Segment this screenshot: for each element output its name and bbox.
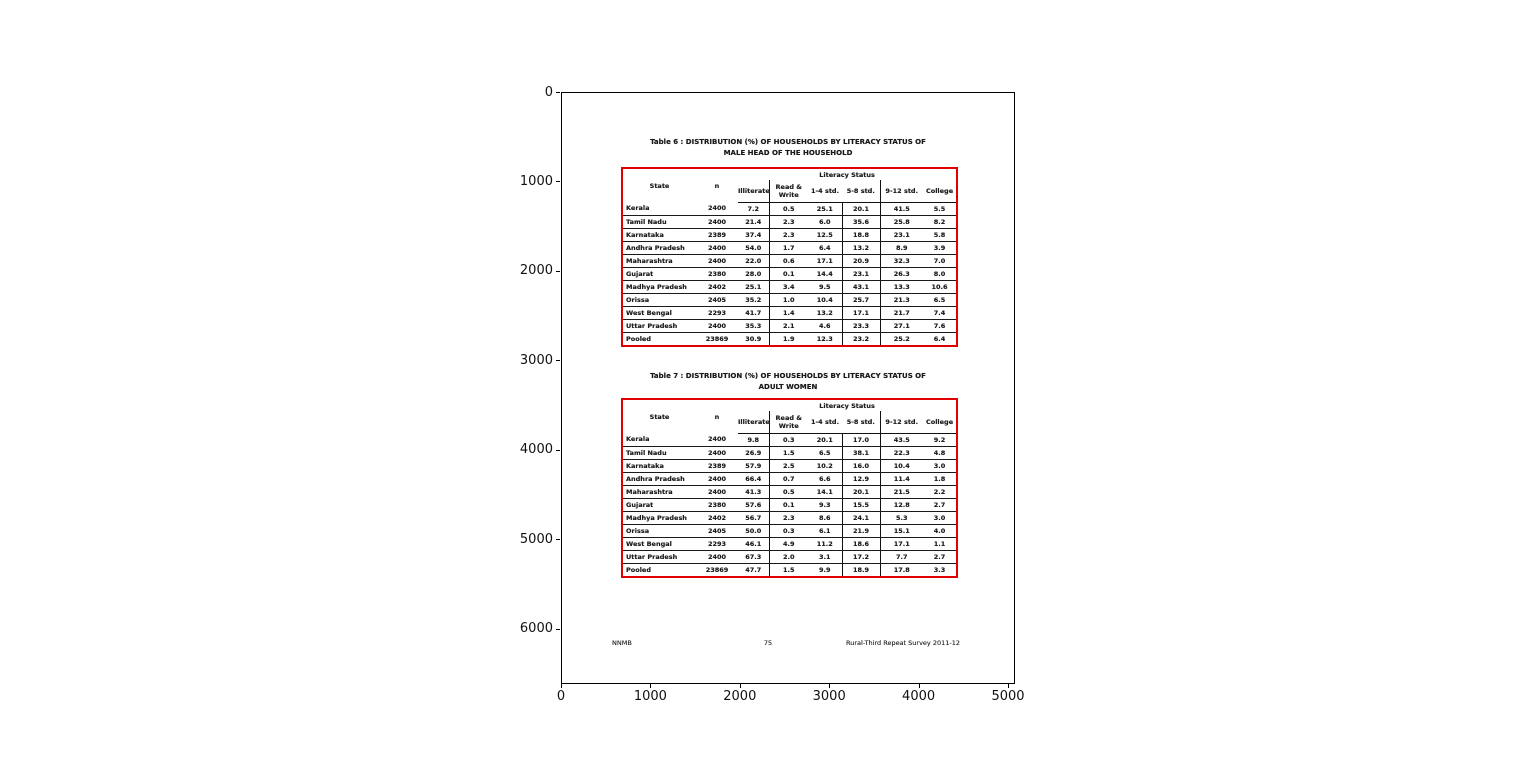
- value-cell: 2380: [696, 498, 738, 511]
- y-tick-label: 1000: [519, 173, 553, 189]
- value-cell: 17.8: [880, 563, 923, 577]
- x-tick-label: 1000: [633, 689, 667, 704]
- value-cell: 8.0: [923, 267, 957, 280]
- table-6-title-line2: MALE HEAD OF THE HOUSEHOLD: [723, 149, 853, 157]
- value-cell: 21.3: [880, 293, 923, 306]
- col-header-9-12-std: 9-12 std.: [880, 411, 923, 433]
- value-cell: 66.4: [738, 472, 769, 485]
- col-header-1-4-std: 1-4 std.: [808, 411, 842, 433]
- value-cell: 23.1: [842, 267, 880, 280]
- table-row: [622, 550, 957, 563]
- table-row: [622, 524, 957, 537]
- value-cell: 2400: [696, 446, 738, 459]
- col-header-n: n: [714, 181, 720, 190]
- value-cell: 54.0: [738, 241, 769, 254]
- value-cell: 15.5: [842, 498, 880, 511]
- table-row: [622, 202, 957, 215]
- value-cell: 4.6: [808, 319, 842, 332]
- value-cell: 20.1: [842, 202, 880, 215]
- table-row: [622, 498, 957, 511]
- value-cell: 2.1: [769, 319, 808, 332]
- value-cell: 2402: [696, 280, 738, 293]
- state-cell: Uttar Pradesh: [622, 319, 696, 332]
- value-cell: 2293: [696, 306, 738, 319]
- value-cell: 2400: [696, 550, 738, 563]
- value-cell: 35.2: [738, 293, 769, 306]
- value-cell: 0.6: [769, 254, 808, 267]
- y-tick-mark: [556, 181, 560, 182]
- x-tick-mark: [561, 684, 562, 688]
- state-cell: Kerala: [622, 202, 696, 215]
- value-cell: 17.1: [880, 537, 923, 550]
- value-cell: 23.2: [842, 332, 880, 346]
- value-cell: 1.0: [769, 293, 808, 306]
- value-cell: 22.3: [880, 446, 923, 459]
- value-cell: 9.5: [808, 280, 842, 293]
- state-cell: Orissa: [622, 293, 696, 306]
- value-cell: 35.6: [842, 215, 880, 228]
- state-cell: Gujarat: [622, 267, 696, 280]
- value-cell: 46.1: [738, 537, 769, 550]
- x-tick-mark: [919, 684, 920, 688]
- table-6-title-line1: Table 6 : DISTRIBUTION (%) OF HOUSEHOLDS BY LITERACY STATUS OF: [650, 138, 926, 146]
- value-cell: 16.0: [842, 459, 880, 472]
- value-cell: 9.8: [738, 433, 769, 446]
- state-cell: Maharashtra: [622, 254, 696, 267]
- x-tick-mark: [740, 684, 741, 688]
- value-cell: 6.4: [923, 332, 957, 346]
- value-cell: 8.9: [880, 241, 923, 254]
- value-cell: 2400: [696, 485, 738, 498]
- value-cell: 10.6: [923, 280, 957, 293]
- value-cell: 37.4: [738, 228, 769, 241]
- value-cell: 2400: [696, 433, 738, 446]
- value-cell: 13.2: [808, 306, 842, 319]
- value-cell: 2.3: [769, 511, 808, 524]
- value-cell: 21.9: [842, 524, 880, 537]
- value-cell: 15.1: [880, 524, 923, 537]
- value-cell: 8.2: [923, 215, 957, 228]
- group-header-literacy-status: Literacy Status: [819, 170, 875, 179]
- x-tick-mark: [1008, 684, 1009, 688]
- value-cell: 10.4: [880, 459, 923, 472]
- state-cell: Tamil Nadu: [622, 215, 696, 228]
- value-cell: 20.1: [842, 485, 880, 498]
- value-cell: 6.5: [808, 446, 842, 459]
- value-cell: 41.3: [738, 485, 769, 498]
- x-tick-mark: [829, 684, 830, 688]
- value-cell: 43.5: [880, 433, 923, 446]
- value-cell: 67.3: [738, 550, 769, 563]
- value-cell: 25.8: [880, 215, 923, 228]
- value-cell: 2405: [696, 293, 738, 306]
- y-tick-label: 5000: [519, 531, 553, 547]
- col-header-5-8-std: 5-8 std.: [842, 180, 880, 202]
- value-cell: 35.3: [738, 319, 769, 332]
- value-cell: 50.0: [738, 524, 769, 537]
- value-cell: 7.7: [880, 550, 923, 563]
- state-cell: Andhra Pradesh: [622, 241, 696, 254]
- value-cell: 1.9: [769, 332, 808, 346]
- col-header-1-4-std: 1-4 std.: [808, 180, 842, 202]
- col-header-college: College: [923, 180, 957, 202]
- value-cell: 3.0: [923, 511, 957, 524]
- pooled-row: [622, 332, 957, 346]
- state-cell: Andhra Pradesh: [622, 472, 696, 485]
- table-row: [622, 446, 957, 459]
- value-cell: 7.6: [923, 319, 957, 332]
- value-cell: 47.7: [738, 563, 769, 577]
- state-cell: Uttar Pradesh: [622, 550, 696, 563]
- y-tick-label: 2000: [519, 263, 553, 279]
- value-cell: 26.3: [880, 267, 923, 280]
- value-cell: 9.2: [923, 433, 957, 446]
- value-cell: 1.4: [769, 306, 808, 319]
- value-cell: 0.1: [769, 498, 808, 511]
- state-cell: Karnataka: [622, 459, 696, 472]
- value-cell: 5.8: [923, 228, 957, 241]
- value-cell: 18.6: [842, 537, 880, 550]
- table-row: [622, 306, 957, 319]
- table-7: [621, 398, 958, 578]
- value-cell: 13.3: [880, 280, 923, 293]
- value-cell: 1.7: [769, 241, 808, 254]
- value-cell: 2400: [696, 319, 738, 332]
- value-cell: 6.0: [808, 215, 842, 228]
- table-row: [622, 215, 957, 228]
- table-row: [622, 485, 957, 498]
- state-cell: Pooled: [622, 563, 696, 577]
- y-tick-mark: [556, 629, 560, 630]
- value-cell: 41.7: [738, 306, 769, 319]
- value-cell: 0.1: [769, 267, 808, 280]
- value-cell: 2380: [696, 267, 738, 280]
- y-tick-mark: [556, 450, 560, 451]
- state-cell: West Bengal: [622, 537, 696, 550]
- col-header-state: State: [649, 412, 670, 421]
- value-cell: 56.7: [738, 511, 769, 524]
- value-cell: 23869: [696, 563, 738, 577]
- x-tick-label: 0: [556, 689, 566, 704]
- value-cell: 11.4: [880, 472, 923, 485]
- table-7-title: [608, 371, 968, 393]
- state-cell: Karnataka: [622, 228, 696, 241]
- value-cell: 11.2: [808, 537, 842, 550]
- y-tick-mark: [556, 271, 560, 272]
- table-row: [622, 267, 957, 280]
- value-cell: 27.1: [880, 319, 923, 332]
- value-cell: 2.0: [769, 550, 808, 563]
- value-cell: 12.5: [808, 228, 842, 241]
- col-header-read-write: Read & Write: [769, 180, 808, 202]
- value-cell: 7.2: [738, 202, 769, 215]
- state-cell: Pooled: [622, 332, 696, 346]
- value-cell: 0.5: [769, 202, 808, 215]
- value-cell: 25.1: [738, 280, 769, 293]
- table-row: [622, 280, 957, 293]
- value-cell: 6.4: [808, 241, 842, 254]
- value-cell: 1.8: [923, 472, 957, 485]
- table-row: [622, 433, 957, 446]
- value-cell: 12.9: [842, 472, 880, 485]
- value-cell: 20.1: [808, 433, 842, 446]
- value-cell: 0.3: [769, 433, 808, 446]
- x-tick-label: 2000: [723, 689, 757, 704]
- value-cell: 41.5: [880, 202, 923, 215]
- value-cell: 9.9: [808, 563, 842, 577]
- value-cell: 23.1: [880, 228, 923, 241]
- value-cell: 17.2: [842, 550, 880, 563]
- value-cell: 3.1: [808, 550, 842, 563]
- value-cell: 2.7: [923, 498, 957, 511]
- col-header-5-8-std: 5-8 std.: [842, 411, 880, 433]
- y-tick-label: 0: [544, 84, 553, 100]
- value-cell: 4.8: [923, 446, 957, 459]
- y-tick-mark: [556, 539, 560, 540]
- y-tick-label: 3000: [519, 352, 553, 368]
- value-cell: 30.9: [738, 332, 769, 346]
- value-cell: 3.0: [923, 459, 957, 472]
- value-cell: 6.6: [808, 472, 842, 485]
- value-cell: 2400: [696, 215, 738, 228]
- col-header-9-12-std: 9-12 std.: [880, 180, 923, 202]
- value-cell: 9.3: [808, 498, 842, 511]
- value-cell: 26.9: [738, 446, 769, 459]
- table-7-title-line2: ADULT WOMEN: [758, 383, 818, 391]
- value-cell: 57.6: [738, 498, 769, 511]
- value-cell: 1.5: [769, 563, 808, 577]
- value-cell: 7.4: [923, 306, 957, 319]
- value-cell: 2400: [696, 241, 738, 254]
- table-row: [622, 293, 957, 306]
- value-cell: 2402: [696, 511, 738, 524]
- table-row: [622, 254, 957, 267]
- state-cell: Madhya Pradesh: [622, 511, 696, 524]
- value-cell: 4.9: [769, 537, 808, 550]
- value-cell: 20.9: [842, 254, 880, 267]
- value-cell: 12.8: [880, 498, 923, 511]
- value-cell: 24.1: [842, 511, 880, 524]
- x-tick-label: 4000: [902, 689, 936, 704]
- value-cell: 2400: [696, 472, 738, 485]
- table-row: [622, 228, 957, 241]
- x-tick-label: 5000: [991, 689, 1025, 704]
- value-cell: 25.2: [880, 332, 923, 346]
- value-cell: 3.9: [923, 241, 957, 254]
- value-cell: 17.0: [842, 433, 880, 446]
- col-header-read-write: Read & Write: [769, 411, 808, 433]
- value-cell: 13.2: [842, 241, 880, 254]
- y-tick-mark: [556, 92, 560, 93]
- state-cell: Gujarat: [622, 498, 696, 511]
- y-tick-mark: [556, 360, 560, 361]
- col-header-illiterate: Illiterate: [738, 180, 769, 202]
- value-cell: 5.5: [923, 202, 957, 215]
- value-cell: 6.1: [808, 524, 842, 537]
- footer-report-name: NNMB: [612, 639, 632, 647]
- value-cell: 2293: [696, 537, 738, 550]
- pooled-row: [622, 563, 957, 577]
- table-row: [622, 319, 957, 332]
- value-cell: 32.3: [880, 254, 923, 267]
- col-header-illiterate: Illiterate: [738, 411, 769, 433]
- value-cell: 6.5: [923, 293, 957, 306]
- value-cell: 0.3: [769, 524, 808, 537]
- col-header-college: College: [923, 411, 957, 433]
- value-cell: 12.3: [808, 332, 842, 346]
- state-cell: Tamil Nadu: [622, 446, 696, 459]
- value-cell: 1.5: [769, 446, 808, 459]
- table-7-title-line1: Table 7 : DISTRIBUTION (%) OF HOUSEHOLDS BY LITERACY STATUS OF: [650, 372, 926, 380]
- value-cell: 23869: [696, 332, 738, 346]
- value-cell: 0.7: [769, 472, 808, 485]
- value-cell: 2389: [696, 228, 738, 241]
- group-header-literacy-status: Literacy Status: [819, 401, 875, 410]
- value-cell: 2389: [696, 459, 738, 472]
- col-header-n: n: [714, 412, 720, 421]
- footer-page-number: 75: [763, 639, 773, 647]
- value-cell: 57.9: [738, 459, 769, 472]
- value-cell: 5.3: [880, 511, 923, 524]
- value-cell: 8.6: [808, 511, 842, 524]
- value-cell: 0.5: [769, 485, 808, 498]
- value-cell: 23.3: [842, 319, 880, 332]
- state-cell: Madhya Pradesh: [622, 280, 696, 293]
- state-cell: Maharashtra: [622, 485, 696, 498]
- value-cell: 21.4: [738, 215, 769, 228]
- value-cell: 2.5: [769, 459, 808, 472]
- value-cell: 17.1: [808, 254, 842, 267]
- value-cell: 17.1: [842, 306, 880, 319]
- value-cell: 2.3: [769, 228, 808, 241]
- table-row: [622, 472, 957, 485]
- value-cell: 2.3: [769, 215, 808, 228]
- value-cell: 2400: [696, 202, 738, 215]
- state-cell: Kerala: [622, 433, 696, 446]
- value-cell: 4.0: [923, 524, 957, 537]
- value-cell: 18.8: [842, 228, 880, 241]
- table-row: [622, 537, 957, 550]
- value-cell: 28.0: [738, 267, 769, 280]
- value-cell: 10.2: [808, 459, 842, 472]
- footer-survey-name: Rural-Third Repeat Survey 2011-12: [846, 639, 960, 647]
- value-cell: 18.9: [842, 563, 880, 577]
- value-cell: 21.5: [880, 485, 923, 498]
- value-cell: 38.1: [842, 446, 880, 459]
- y-tick-label: 6000: [519, 621, 553, 637]
- value-cell: 2405: [696, 524, 738, 537]
- value-cell: 14.4: [808, 267, 842, 280]
- value-cell: 1.1: [923, 537, 957, 550]
- table-6-title: [608, 137, 968, 159]
- table-row: [622, 241, 957, 254]
- value-cell: 10.4: [808, 293, 842, 306]
- y-tick-label: 4000: [519, 442, 553, 458]
- value-cell: 2.7: [923, 550, 957, 563]
- table-row: [622, 459, 957, 472]
- x-tick-mark: [650, 684, 651, 688]
- x-tick-label: 3000: [812, 689, 846, 704]
- value-cell: 3.3: [923, 563, 957, 577]
- col-header-state: State: [649, 181, 670, 190]
- value-cell: 2.2: [923, 485, 957, 498]
- value-cell: 25.7: [842, 293, 880, 306]
- table-row: [622, 511, 957, 524]
- state-cell: Orissa: [622, 524, 696, 537]
- value-cell: 25.1: [808, 202, 842, 215]
- state-cell: West Bengal: [622, 306, 696, 319]
- value-cell: 14.1: [808, 485, 842, 498]
- value-cell: 7.0: [923, 254, 957, 267]
- value-cell: 43.1: [842, 280, 880, 293]
- value-cell: 22.0: [738, 254, 769, 267]
- value-cell: 2400: [696, 254, 738, 267]
- value-cell: 3.4: [769, 280, 808, 293]
- value-cell: 21.7: [880, 306, 923, 319]
- table-6: [621, 167, 958, 347]
